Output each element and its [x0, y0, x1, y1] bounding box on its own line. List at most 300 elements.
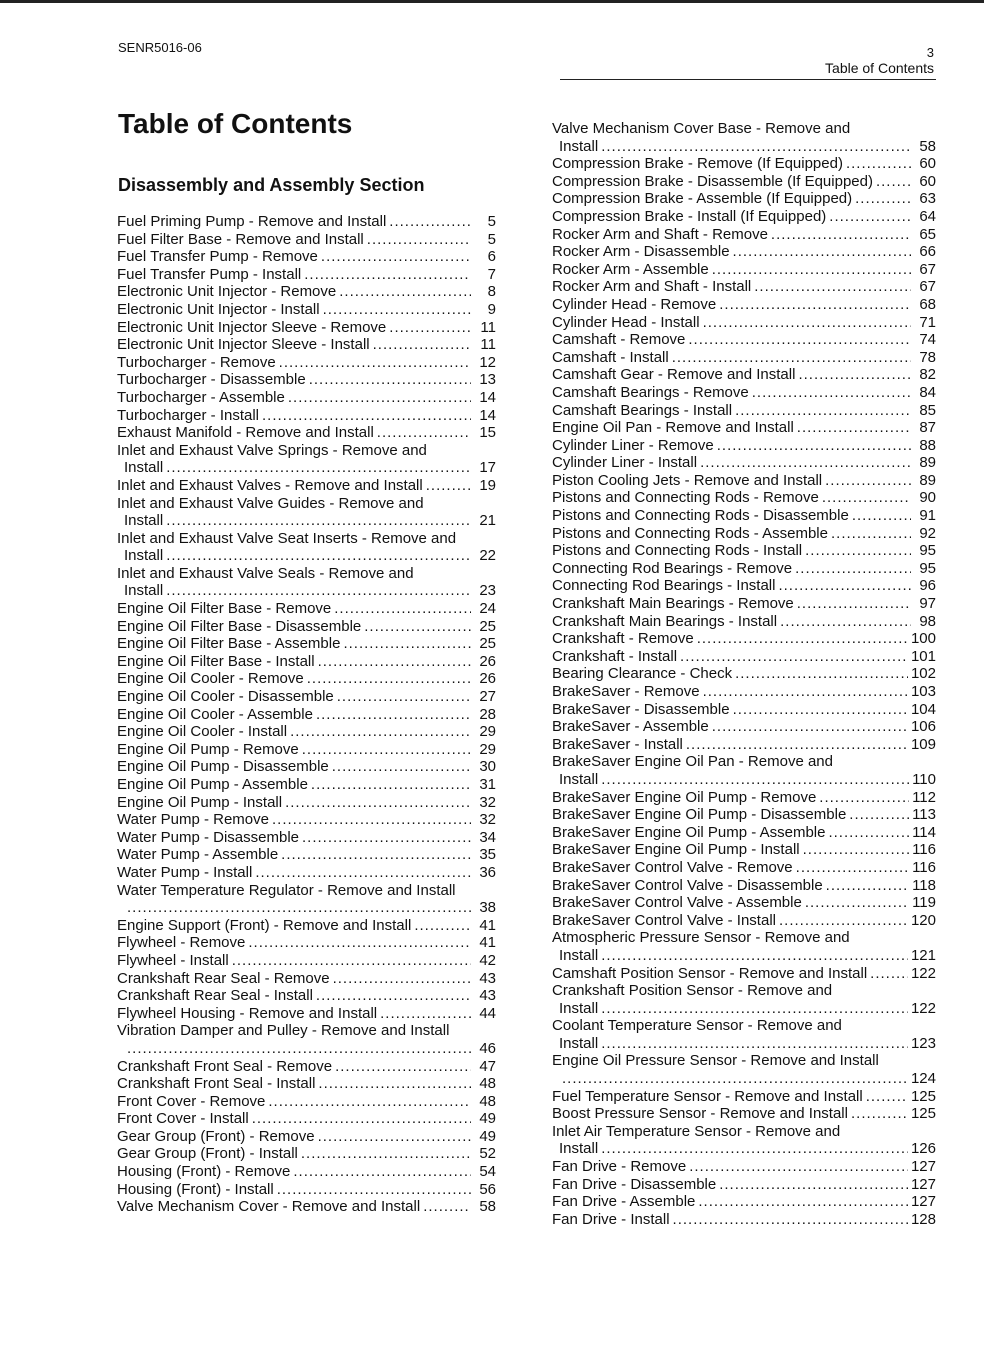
toc-entry[interactable]: [117, 776, 496, 794]
toc-entry[interactable]: [552, 1052, 936, 1087]
toc-entry-page: 54: [479, 1163, 496, 1181]
toc-entry[interactable]: [117, 882, 496, 917]
page-number: 3: [926, 45, 934, 60]
toc-entry-title-continued: Install: [559, 1140, 599, 1158]
toc-entry-line: [117, 829, 496, 847]
toc-entry-title: Compression Brake - Assemble (If Equipped): [552, 190, 853, 208]
toc-entry[interactable]: [552, 314, 936, 332]
toc-entry-line: [117, 371, 496, 389]
toc-entry[interactable]: [552, 120, 936, 155]
toc-entry-title: BrakeSaver Engine Oil Pump - Install: [552, 841, 800, 859]
toc-entry[interactable]: [117, 319, 496, 337]
toc-entry-line: [117, 1058, 496, 1076]
toc-entry[interactable]: [117, 477, 496, 495]
toc-entry-line: [117, 758, 496, 776]
toc-entry-line: [117, 723, 496, 741]
dot-leader: [803, 841, 909, 859]
toc-entry[interactable]: [552, 965, 936, 983]
dot-leader: [426, 477, 471, 495]
toc-entry[interactable]: [552, 1105, 936, 1123]
toc-entry-page: 19: [479, 476, 496, 494]
toc-entry[interactable]: [117, 917, 496, 935]
toc-entry-line: [552, 894, 936, 912]
toc-entry[interactable]: [117, 1005, 496, 1023]
toc-entry-page: 46: [479, 1039, 496, 1057]
toc-entry-title: Engine Oil Cooler - Remove: [117, 670, 304, 688]
toc-entry[interactable]: [552, 982, 936, 1017]
toc-entry-page: 48: [479, 1075, 496, 1093]
dot-leader: [285, 794, 471, 812]
toc-entry-title: Fuel Transfer Pump - Install: [117, 265, 302, 283]
toc-entry-line: [117, 706, 496, 724]
toc-entry-page: 48: [479, 1092, 496, 1110]
toc-entry[interactable]: [552, 560, 936, 578]
toc-entry-page: 88: [919, 436, 936, 454]
toc-entry-page: 104: [910, 700, 936, 718]
toc-entry-line: [117, 495, 496, 513]
toc-entry[interactable]: [117, 1058, 496, 1076]
toc-entry-title: Engine Oil Pressure Sensor - Remove and Install: [552, 1052, 879, 1070]
toc-entry-line: [117, 407, 496, 425]
dot-leader: [601, 1035, 908, 1053]
toc-entry-line: [117, 248, 496, 266]
toc-entry[interactable]: [117, 389, 496, 407]
toc-entry[interactable]: [552, 454, 936, 472]
toc-entry[interactable]: [552, 894, 936, 912]
toc-entry-title: Fan Drive - Install: [552, 1210, 670, 1228]
toc-entry-page: 67: [919, 278, 936, 296]
toc-entry-page: 29: [479, 740, 496, 758]
toc-entry[interactable]: [552, 929, 936, 964]
toc-entry[interactable]: [117, 354, 496, 372]
toc-entry[interactable]: [117, 846, 496, 864]
toc-entry-title: Camshaft Position Sensor - Remove and Install: [552, 964, 868, 982]
dot-leader: [780, 613, 911, 631]
toc-entry-title: BrakeSaver Control Valve - Remove: [552, 858, 793, 876]
toc-entry-page: 11: [480, 336, 496, 354]
toc-entry-title: Valve Mechanism Cover - Remove and Install: [117, 1198, 421, 1216]
toc-entry-page: 34: [479, 828, 496, 846]
toc-entry-title: Water Temperature Regulator - Remove and Install: [117, 881, 456, 899]
toc-entry-line: [117, 547, 496, 565]
toc-entry-line: [552, 542, 936, 560]
toc-entry[interactable]: [117, 653, 496, 671]
toc-entry-line: [552, 349, 936, 367]
toc-entry-title: Engine Oil Pump - Install: [117, 793, 283, 811]
toc-entry-title: Engine Oil Pump - Assemble: [117, 776, 308, 793]
toc-entry[interactable]: [552, 1211, 936, 1229]
toc-entry-page: 100: [910, 630, 936, 648]
dot-leader: [795, 560, 911, 578]
toc-entry-title: Vibration Damper and Pulley - Remove and Install: [117, 1022, 450, 1040]
toc-entry-title: Engine Oil Pump - Disassemble: [117, 758, 329, 776]
toc-entry-page: 98: [919, 612, 936, 630]
toc-entry-line: [552, 630, 936, 648]
toc-entry[interactable]: [117, 565, 496, 600]
toc-entry[interactable]: [552, 701, 936, 719]
toc-entry[interactable]: [117, 1110, 496, 1128]
toc-entry-title: BrakeSaver - Disassemble: [552, 700, 730, 718]
toc-entry[interactable]: [552, 331, 936, 349]
toc-entry[interactable]: [552, 683, 936, 701]
toc-entry[interactable]: [552, 595, 936, 613]
toc-entry-line: [552, 138, 936, 156]
toc-entry[interactable]: [552, 261, 936, 279]
toc-entry-line: [117, 213, 496, 231]
toc-entry[interactable]: [552, 1123, 936, 1158]
dot-leader: [333, 970, 471, 988]
toc-entry-page: 58: [479, 1198, 496, 1216]
toc-entry[interactable]: [552, 665, 936, 683]
toc-entry-title: Inlet and Exhaust Valve Seat Inserts - Remove and: [117, 529, 457, 547]
toc-entry-line: [552, 965, 936, 983]
toc-entry-line: [552, 595, 936, 613]
toc-entry-line: [552, 296, 936, 314]
toc-entry-page: 38: [479, 899, 496, 917]
toc-entry[interactable]: [117, 688, 496, 706]
dot-leader: [754, 278, 911, 296]
toc-entry[interactable]: [552, 841, 936, 859]
dot-leader: [316, 706, 471, 724]
toc-entry-page: 32: [479, 793, 496, 811]
toc-entry[interactable]: [117, 741, 496, 759]
toc-entry[interactable]: [117, 987, 496, 1005]
toc-entry-line: [552, 1158, 936, 1176]
dot-leader: [733, 701, 908, 719]
toc-entry-page: 78: [919, 348, 936, 366]
dot-leader: [735, 665, 908, 683]
toc-entry[interactable]: [117, 635, 496, 653]
toc-entry-line: [117, 794, 496, 812]
toc-entry[interactable]: [117, 283, 496, 301]
toc-entry-title-continued: Install: [124, 512, 164, 530]
dot-leader: [771, 226, 911, 244]
toc-entry[interactable]: [552, 366, 936, 384]
toc-entry[interactable]: [552, 384, 936, 402]
toc-entry[interactable]: [552, 753, 936, 788]
dot-leader: [712, 261, 911, 279]
toc-entry[interactable]: [552, 278, 936, 296]
dot-leader: [798, 366, 911, 384]
toc-entry[interactable]: [117, 1022, 496, 1057]
toc-entry-page: 101: [910, 647, 936, 665]
toc-entry[interactable]: [552, 824, 936, 842]
toc-entry[interactable]: [117, 811, 496, 829]
toc-entry[interactable]: [552, 648, 936, 666]
toc-entry-line: [117, 952, 496, 970]
toc-entry-title-continued: Install: [559, 946, 599, 964]
toc-entry[interactable]: [552, 402, 936, 420]
toc-entry-page: 120: [910, 911, 936, 929]
toc-entry[interactable]: [117, 336, 496, 354]
toc-entry-title: Camshaft Bearings - Install: [552, 401, 733, 419]
toc-entry[interactable]: [117, 794, 496, 812]
top-rule: [0, 0, 984, 3]
toc-entry-line: [552, 859, 936, 877]
toc-entry-title-continued: Install: [124, 582, 164, 600]
toc-entry-line: [117, 530, 496, 548]
toc-entry[interactable]: [117, 301, 496, 319]
toc-entry-title: Fuel Filter Base - Remove and Install: [117, 230, 364, 248]
toc-entry[interactable]: [552, 155, 936, 173]
toc-entry-title: Turbocharger - Disassemble: [117, 371, 306, 389]
toc-entry[interactable]: [117, 618, 496, 636]
toc-entry[interactable]: [117, 670, 496, 688]
dot-leader: [601, 1000, 908, 1018]
toc-entry[interactable]: [552, 542, 936, 560]
toc-entry-title: Fan Drive - Assemble: [552, 1193, 696, 1211]
toc-entry[interactable]: [552, 472, 936, 490]
toc-entry-page: 24: [479, 600, 496, 618]
toc-entry-title: Engine Support (Front) - Remove and Install: [117, 916, 412, 934]
toc-entry[interactable]: [117, 1181, 496, 1199]
toc-entry-page: 17: [479, 459, 496, 477]
toc-entry-title-continued: Install: [124, 547, 164, 565]
toc-entry[interactable]: [552, 718, 936, 736]
toc-entry[interactable]: [552, 437, 936, 455]
dot-leader: [377, 424, 471, 442]
dot-leader: [268, 1093, 471, 1111]
toc-entry[interactable]: [552, 1088, 936, 1106]
toc-entry-page: 22: [479, 547, 496, 565]
toc-entry[interactable]: [552, 419, 936, 437]
toc-entry-line: [552, 454, 936, 472]
toc-entry[interactable]: [117, 530, 496, 565]
dot-leader: [307, 670, 471, 688]
toc-entry-title-continued: Install: [559, 1034, 599, 1052]
toc-entry-page: 122: [910, 964, 936, 982]
toc-entry[interactable]: [552, 507, 936, 525]
toc-entry-title: Camshaft Gear - Remove and Install: [552, 366, 796, 384]
toc-entry-line: [117, 354, 496, 372]
toc-entry[interactable]: [117, 1163, 496, 1181]
toc-entry-page: 87: [919, 419, 936, 437]
toc-entry-line: [552, 1140, 936, 1158]
toc-entry[interactable]: [552, 912, 936, 930]
toc-entry-page: 82: [919, 366, 936, 384]
toc-entry-line: [117, 442, 496, 460]
toc-entry-line: [117, 653, 496, 671]
toc-entry[interactable]: [117, 407, 496, 425]
toc-entry[interactable]: [117, 952, 496, 970]
toc-entry[interactable]: [552, 613, 936, 631]
toc-entry-line: [552, 208, 936, 226]
toc-entry-title: Engine Oil Filter Base - Remove: [117, 600, 332, 618]
dot-leader: [712, 718, 908, 736]
toc-entry[interactable]: [552, 806, 936, 824]
toc-entry[interactable]: [552, 208, 936, 226]
dot-leader: [851, 1105, 908, 1123]
toc-entry-page: 89: [919, 454, 936, 472]
toc-entry[interactable]: [552, 789, 936, 807]
toc-entry-title: Inlet and Exhaust Valve Guides - Remove and: [117, 494, 424, 512]
toc-entry-title: Cylinder Head - Install: [552, 313, 700, 331]
toc-entry-title: Inlet and Exhaust Valve Springs - Remove and: [117, 441, 427, 459]
toc-entry-line: [117, 283, 496, 301]
dot-leader: [414, 917, 471, 935]
dot-leader: [805, 542, 911, 560]
toc-entry-line: [552, 771, 936, 789]
toc-entry[interactable]: [117, 1075, 496, 1093]
toc-entry[interactable]: [117, 600, 496, 618]
toc-entry-line: [117, 934, 496, 952]
toc-entry-line: [552, 613, 936, 631]
toc-entry[interactable]: [552, 1158, 936, 1176]
toc-entry[interactable]: [117, 723, 496, 741]
toc-entry-line: [552, 1193, 936, 1211]
dot-leader: [870, 965, 908, 983]
toc-entry[interactable]: [117, 706, 496, 724]
toc-entry-line: [552, 1070, 936, 1088]
toc-entry-title: Turbocharger - Assemble: [117, 388, 285, 406]
toc-entry[interactable]: [117, 758, 496, 776]
toc-entry[interactable]: [552, 226, 936, 244]
toc-entry-title-continued: Install: [559, 999, 599, 1017]
toc-entry-title: Engine Oil Cooler - Disassemble: [117, 688, 334, 706]
toc-entry-line: [117, 899, 496, 917]
dot-leader: [779, 912, 908, 930]
toc-entry-title: Camshaft - Install: [552, 348, 669, 366]
toc-entry-line: [117, 1198, 496, 1216]
toc-entry-page: 71: [919, 313, 936, 331]
toc-entry-title: Engine Oil Cooler - Install: [117, 723, 288, 741]
toc-entry-title: Front Cover - Remove: [117, 1092, 266, 1110]
toc-entry[interactable]: [552, 859, 936, 877]
toc-entry-page: 30: [479, 758, 496, 776]
toc-entry[interactable]: [117, 829, 496, 847]
dot-leader: [673, 1211, 908, 1229]
toc-entry-line: [117, 970, 496, 988]
toc-entry-title: Compression Brake - Install (If Equipped): [552, 207, 827, 225]
dot-leader: [318, 1128, 471, 1146]
toc-entry-line: [552, 753, 936, 771]
toc-entry-line: [552, 489, 936, 507]
toc-entry[interactable]: [552, 243, 936, 261]
dot-leader: [680, 648, 908, 666]
toc-entry[interactable]: [117, 1198, 496, 1216]
toc-entry-page: 119: [912, 894, 936, 912]
toc-entry[interactable]: [117, 864, 496, 882]
toc-entry-title-continued: Install: [559, 137, 599, 155]
toc-entry[interactable]: [552, 877, 936, 895]
dot-leader: [321, 248, 471, 266]
toc-entry[interactable]: [117, 934, 496, 952]
dot-leader: [272, 811, 471, 829]
toc-entry[interactable]: [552, 173, 936, 191]
toc-entry-title: Atmospheric Pressure Sensor - Remove and: [552, 929, 850, 947]
toc-entry[interactable]: [552, 577, 936, 595]
toc-entry[interactable]: [117, 231, 496, 249]
toc-entry[interactable]: [552, 296, 936, 314]
toc-entry[interactable]: [117, 248, 496, 266]
toc-entry-line: [117, 846, 496, 864]
dot-leader: [302, 741, 471, 759]
toc-entry-title: Camshaft Bearings - Remove: [552, 383, 749, 401]
toc-entry[interactable]: [117, 266, 496, 284]
toc-entry-title: Camshaft - Remove: [552, 331, 686, 349]
dot-leader: [232, 952, 471, 970]
dot-leader: [316, 987, 471, 1005]
dot-leader: [302, 829, 471, 847]
toc-entry-title: Rocker Arm - Disassemble: [552, 243, 730, 261]
toc-entry-page: 95: [919, 559, 936, 577]
toc-entry-title: Crankshaft Main Bearings - Remove: [552, 595, 794, 613]
toc-entry-page: 25: [479, 635, 496, 653]
toc-entry-title: Flywheel - Install: [117, 951, 229, 969]
toc-entry-page: 27: [479, 688, 496, 706]
toc-entry-line: [117, 336, 496, 354]
toc-entry-page: 96: [919, 577, 936, 595]
toc-entry[interactable]: [552, 489, 936, 507]
toc-entry[interactable]: [552, 630, 936, 648]
toc-entry[interactable]: [552, 525, 936, 543]
toc-entry-page: 41: [479, 916, 496, 934]
toc-entry-page: 58: [919, 137, 936, 155]
toc-entry[interactable]: [117, 1145, 496, 1163]
toc-entry-title: Rocker Arm and Shaft - Remove: [552, 225, 768, 243]
toc-entry-page: 43: [479, 969, 496, 987]
toc-entry[interactable]: [117, 213, 496, 231]
toc-entry[interactable]: [117, 495, 496, 530]
dot-leader: [819, 789, 909, 807]
toc-entry[interactable]: [117, 371, 496, 389]
toc-entry-title: BrakeSaver Control Valve - Install: [552, 911, 776, 929]
toc-entry[interactable]: [117, 970, 496, 988]
toc-entry-line: [117, 670, 496, 688]
toc-entry[interactable]: [117, 424, 496, 442]
toc-entry-line: [552, 384, 936, 402]
dot-leader: [304, 266, 471, 284]
toc-entry-title: Crankshaft - Remove: [552, 630, 694, 648]
toc-entry[interactable]: [117, 1093, 496, 1111]
toc-entry-title: BrakeSaver - Assemble: [552, 718, 709, 736]
toc-entry-page: 29: [479, 723, 496, 741]
toc-entry-page: 26: [479, 652, 496, 670]
dot-leader: [719, 296, 911, 314]
toc-entry-page: 125: [910, 1105, 936, 1123]
toc-entry-page: 127: [910, 1158, 936, 1176]
toc-entry-page: 8: [487, 283, 496, 301]
dot-leader: [686, 736, 908, 754]
dot-leader: [127, 899, 471, 917]
toc-entry[interactable]: [552, 190, 936, 208]
toc-entry[interactable]: [552, 1193, 936, 1211]
toc-entry-line: [552, 841, 936, 859]
toc-entry-page: 103: [910, 683, 936, 700]
toc-entry-line: [552, 648, 936, 666]
dot-leader: [380, 1005, 471, 1023]
toc-entry[interactable]: [552, 1176, 936, 1194]
toc-entry-title: Gear Group (Front) - Install: [117, 1145, 298, 1163]
toc-entry-title: Rocker Arm and Shaft - Install: [552, 278, 752, 296]
toc-entry-line: [117, 917, 496, 935]
toc-entry-line: [117, 688, 496, 706]
toc-entry[interactable]: [552, 349, 936, 367]
toc-entry-line: [117, 1110, 496, 1128]
toc-entry-title: Fuel Transfer Pump - Remove: [117, 248, 318, 266]
toc-entry[interactable]: [552, 736, 936, 754]
dot-leader: [778, 577, 911, 595]
toc-entry-title: Connecting Rod Bearings - Remove: [552, 559, 793, 577]
toc-entry[interactable]: [117, 442, 496, 477]
toc-entry[interactable]: [552, 1017, 936, 1052]
toc-entry[interactable]: [117, 1128, 496, 1146]
toc-entry-line: [117, 600, 496, 618]
dot-leader: [423, 1198, 471, 1216]
dot-leader: [601, 771, 909, 789]
dot-leader: [389, 213, 471, 231]
dot-leader: [318, 653, 471, 671]
